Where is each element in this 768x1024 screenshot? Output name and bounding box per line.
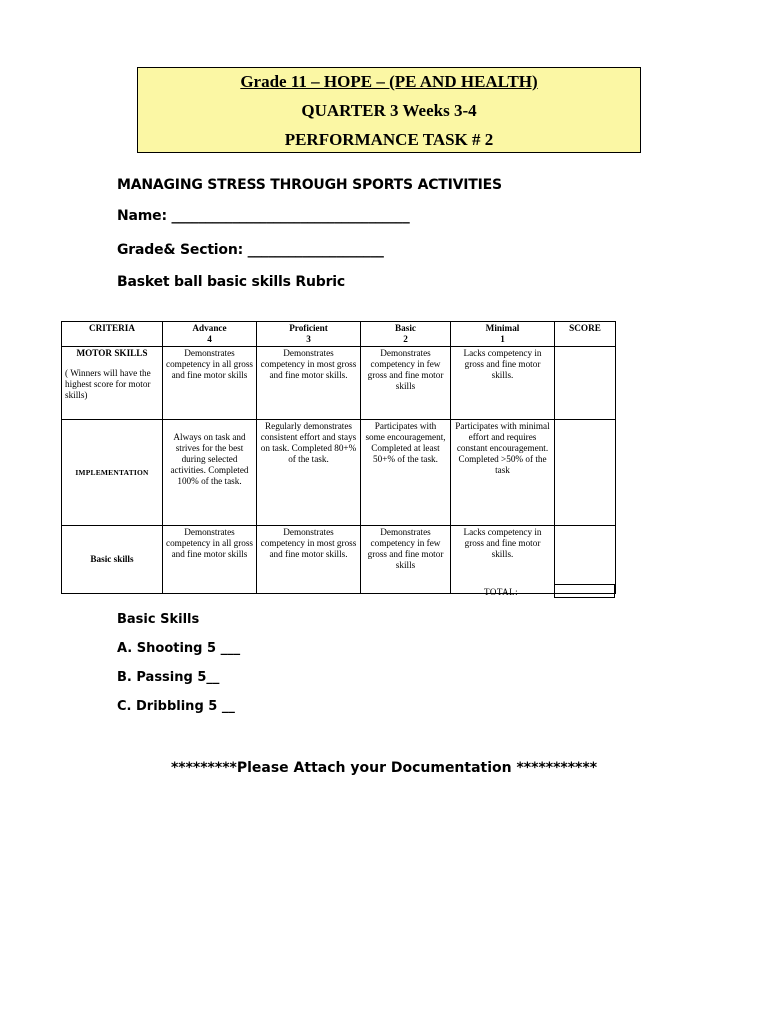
rubric-title: Basket ball basic skills Rubric (117, 274, 345, 290)
header-score: SCORE (555, 322, 616, 347)
grade-section-field: Grade& Section: ____________________ (117, 242, 384, 258)
table-row (62, 347, 616, 420)
header-basic: Basic 2 (361, 322, 451, 347)
cell-score[interactable] (555, 347, 616, 420)
rubric-header-row (62, 322, 616, 347)
criteria-implementation: IMPLEMENTATION (62, 420, 163, 526)
cell-minimal: Lacks competency in gross and fine motor skills. (451, 526, 555, 594)
total-score-box[interactable] (554, 584, 615, 598)
cell-minimal: Participates with minimal effort and requires constant encouragement. Completed >50% of the task (451, 420, 555, 526)
header-criteria: CRITERIA (62, 322, 163, 347)
skill-dribbling: C. Dribbling 5 __ (117, 699, 235, 714)
basic-skills-title: Basic Skills (117, 612, 200, 627)
name-field: Name: ___________________________________ (117, 208, 410, 224)
cell-advance: Demonstrates competency in all gross and fine motor skills (163, 347, 257, 420)
cell-advance: Demonstrates competency in all gross and fine motor skills (163, 526, 257, 594)
cell-proficient: Regularly demonstrates consistent effort and stays on task. Completed 80+% of the task. (257, 420, 361, 526)
cell-basic: Demonstrates competency in few gross and fine motor skills (361, 526, 451, 594)
header-box (137, 67, 641, 153)
cell-basic: Participates with some encouragement, Completed at least 50+% of the task. (361, 420, 451, 526)
header-proficient: Proficient 3 (257, 322, 361, 347)
cell-advance: Always on task and strives for the best during selected activities. Completed 100% of the task. (163, 420, 257, 526)
criteria-motor-skills: MOTOR SKILLS ( Winners will have the highest score for motor skills) (62, 347, 163, 420)
header-task: PERFORMANCE TASK # 2 (284, 130, 494, 149)
header-minimal: Minimal 1 (451, 322, 555, 347)
cell-minimal: Lacks competency in gross and fine motor skills. (451, 347, 555, 420)
cell-proficient: Demonstrates competency in most gross and fine motor skills. (257, 347, 361, 420)
total-label: TOTAL: (484, 587, 519, 597)
topic-heading: MANAGING STRESS THROUGH SPORTS ACTIVITIES (117, 177, 502, 193)
motor-skills-note: ( Winners will have the highest score for motor skills) (65, 368, 151, 400)
table-row (62, 526, 616, 594)
rubric-table (61, 321, 616, 594)
skill-shooting: A. Shooting 5 ___ (117, 641, 241, 656)
table-row (62, 420, 616, 526)
skill-passing: B. Passing 5__ (117, 670, 220, 685)
header-title: Grade 11 – HOPE – (PE AND HEALTH) (240, 72, 538, 91)
criteria-basic-skills: Basic skills (62, 526, 163, 594)
attach-documentation-note: *********Please Attach your Documentation *********** (170, 760, 598, 776)
cell-basic: Demonstrates competency in few gross and fine motor skills (361, 347, 451, 420)
header-quarter: QUARTER 3 Weeks 3-4 (301, 101, 477, 120)
cell-score[interactable] (555, 420, 616, 526)
header-advance: Advance 4 (163, 322, 257, 347)
cell-proficient: Demonstrates competency in most gross and fine motor skills. (257, 526, 361, 594)
